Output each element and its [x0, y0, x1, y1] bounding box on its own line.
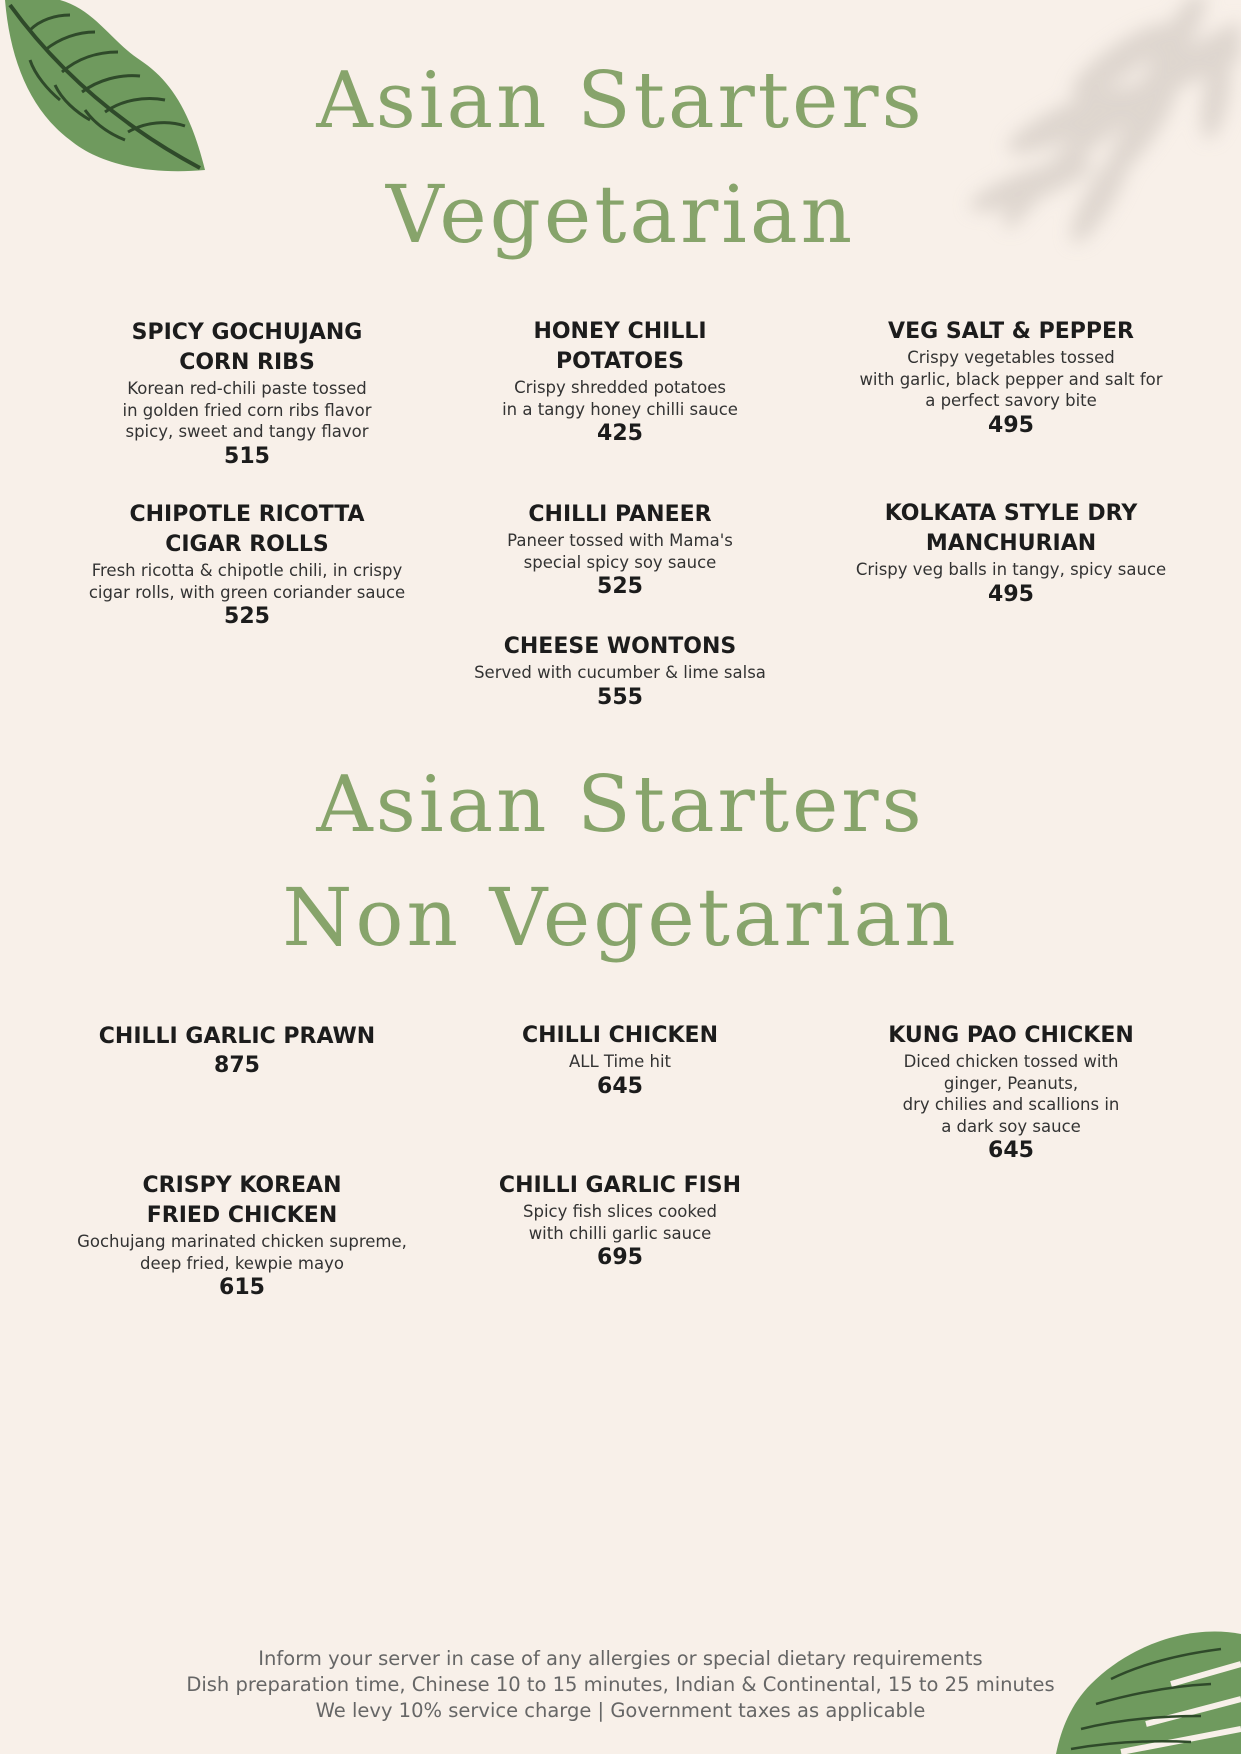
item-name: CHILLI PANEER: [528, 502, 712, 527]
item-name: HONEY CHILLI POTATOES: [533, 319, 707, 374]
item-price: 645: [597, 1073, 643, 1099]
item-name: CHILLI GARLIC PRAWN: [98, 1024, 376, 1049]
menu-item: [420, 1171, 820, 1272]
item-description: Crispy vegetables tossed with garlic, black pepper and salt for a perfect savory bite: [859, 348, 1163, 410]
menu-item: [37, 1171, 447, 1302]
item-description: Fresh ricotta & chipotle chili, in crispy cigar rolls, with green coriander sauce: [88, 561, 406, 602]
item-name: CHIPOTLE RICOTTA CIGAR ROLLS: [129, 502, 365, 557]
footer-notes: [0, 1646, 1241, 1724]
prep-time-note: Dish preparation time, Chinese 10 to 15 minutes, Indian & Continental, 15 to 25 minutes: [186, 1673, 1055, 1696]
menu-item: [811, 317, 1211, 440]
item-description: ALL Time hit: [568, 1052, 672, 1071]
veg-section-title: Asian Starters: [316, 56, 925, 146]
menu-item: [47, 318, 447, 471]
item-price: 615: [219, 1275, 265, 1300]
item-price: 645: [988, 1138, 1034, 1163]
item-description: Korean red-chili paste tossed in golden fried corn ribs flavor spicy, sweet and tangy flavor: [122, 379, 372, 441]
allergy-note: Inform your server in case of any allergies or special dietary requirements: [258, 1647, 983, 1670]
item-price: 425: [597, 421, 643, 446]
item-price: 555: [597, 684, 643, 710]
item-price: 525: [597, 574, 643, 599]
menu-item: [420, 500, 820, 601]
item-description: Diced chicken tossed with ginger, Peanuts, dry chilies and scallions in a dark soy sauce: [902, 1052, 1120, 1136]
service-charge-note: We levy 10% service charge | Government taxes as applicable: [315, 1699, 926, 1722]
item-price: 515: [224, 443, 270, 469]
item-name: CHILLI CHICKEN: [521, 1023, 718, 1048]
item-description: Spicy fish slices cooked with chilli garlic sauce: [523, 1202, 717, 1243]
nonveg-section-title: Asian Starters: [316, 760, 925, 850]
item-description: Served with cucumber & lime salsa: [474, 663, 766, 682]
menu-item: [811, 499, 1211, 609]
item-name: SPICY GOCHUJANG CORN RIBS: [131, 320, 363, 375]
menu-item: [47, 500, 447, 631]
item-name: KUNG PAO CHICKEN: [888, 1023, 1134, 1048]
menu-item: [420, 632, 820, 712]
item-description: Crispy shredded potatoes in a tangy honey chilli sauce: [502, 378, 738, 419]
item-description: Paneer tossed with Mama's special spicy soy sauce: [507, 531, 733, 572]
item-name: CHEESE WONTONS: [503, 634, 737, 659]
palm-shadow-icon: [821, 0, 1241, 300]
item-name: KOLKATA STYLE DRY MANCHURIAN: [884, 501, 1138, 556]
item-price: 525: [224, 604, 270, 629]
item-price: 695: [597, 1245, 643, 1270]
menu-item: [420, 1021, 820, 1101]
nonveg-section-subtitle: Non Vegetarian: [282, 871, 959, 964]
item-description: Crispy veg balls in tangy, spicy sauce: [855, 560, 1167, 579]
item-name: VEG SALT & PEPPER: [888, 319, 1134, 344]
menu-item: [37, 1022, 437, 1080]
item-price: 875: [214, 1053, 260, 1078]
item-price: 495: [988, 581, 1034, 607]
menu-item: [811, 1021, 1211, 1165]
veg-section-subtitle: Vegetarian: [385, 168, 856, 261]
menu-item: [420, 317, 820, 448]
item-price: 495: [988, 412, 1034, 438]
item-name: CHILLI GARLIC FISH: [498, 1173, 742, 1198]
item-description: Gochujang marinated chicken supreme, deep fried, kewpie mayo: [77, 1232, 407, 1273]
item-name: CRISPY KOREAN FRIED CHICKEN: [142, 1173, 342, 1228]
